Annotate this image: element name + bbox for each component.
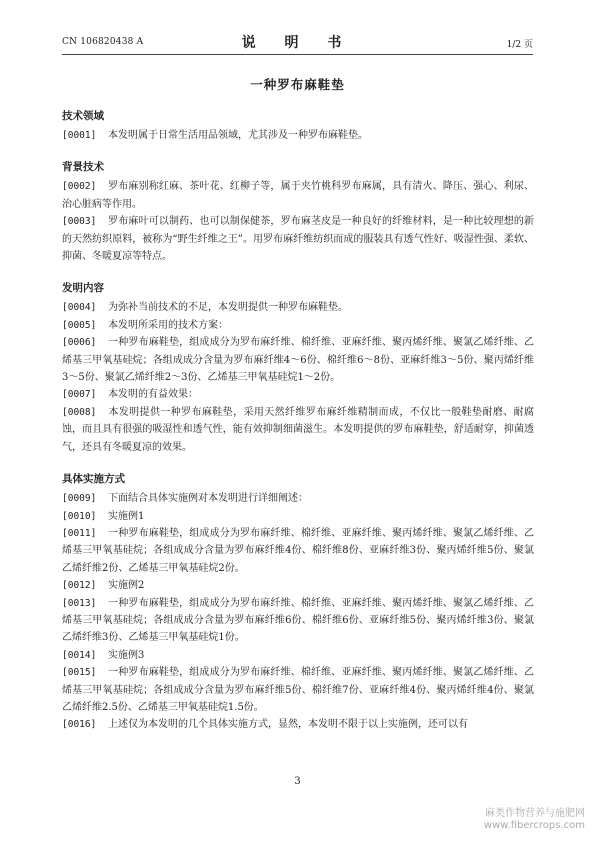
paragraph-number: [0015] [62, 667, 97, 679]
paragraph-text: 一种罗布麻鞋垫，组成成分为罗布麻纤维、棉纤维、亚麻纤维、聚丙烯纤维、聚氯乙烯纤维、乙烯基三甲氧基硅烷；各组成成分含量为罗布麻纤维6份、棉纤维6份、亚麻纤维5份、聚丙烯纤维3份、聚氯乙烯纤维3份、乙烯基三甲氧基硅烷1份。 [62, 597, 534, 644]
paragraph [62, 404, 534, 456]
paragraph [62, 299, 534, 316]
paragraph-number: [0009] [62, 493, 97, 505]
page-title: 一种罗布麻鞋垫 [250, 77, 345, 92]
patent-number: CN 106820438 A [62, 37, 144, 47]
paragraph-number: [0010] [62, 510, 97, 522]
watermark [484, 808, 585, 832]
paragraph [62, 178, 534, 213]
paragraph [62, 213, 534, 265]
paragraph-text: 实施例2 [108, 580, 145, 592]
paragraph-number: [0012] [62, 580, 97, 592]
section-summary [62, 280, 534, 456]
paragraph-number: [0001] [62, 130, 97, 141]
watermark-url: www.fibercrops.com [483, 820, 585, 831]
section-background [62, 159, 534, 265]
paragraph-text: 一种罗布麻鞋垫，组成成分为罗布麻纤维、棉纤维、亚麻纤维、聚丙烯纤维、聚氯乙烯纤维、乙烯基三甲氧基硅烷；各组成成分含量为罗布麻纤维4份、棉纤维8份、亚麻纤维3份、聚丙烯纤维5份、聚氯乙烯纤维2份、乙烯基三甲氧基硅烷2份。 [62, 527, 534, 574]
paragraph [62, 595, 534, 647]
watermark-title: 麻类作物营养与施肥网 [485, 808, 585, 819]
paragraph-number: [0016] [62, 719, 97, 731]
paragraph-number: [0004] [62, 302, 97, 314]
section-embodiments [62, 471, 534, 734]
header-divider [62, 54, 533, 55]
paragraph [62, 334, 534, 386]
section-heading: 技术领域 [62, 110, 104, 122]
paragraph-text: 罗布麻别称红麻、茶叶花、红柳子等，属于夹竹桃科罗布麻属，具有清火、降压、强心、利尿、治心脏病等作用。 [62, 181, 534, 210]
section-heading: 背景技术 [62, 161, 104, 174]
paragraph-number: [0003] [62, 216, 97, 228]
document-body [62, 108, 534, 734]
paragraph-text: 为弥补当前技术的不足，本发明提供一种罗布麻鞋垫。 [108, 302, 348, 314]
paragraph-number: [0005] [62, 319, 97, 331]
paragraph-number: [0014] [62, 649, 97, 661]
paragraph-number: [0002] [62, 181, 97, 193]
paragraph-number: [0013] [62, 597, 97, 609]
paragraph-text: 罗布麻叶可以制药、也可以制保健茶，罗布麻茎皮是一种良好的纤维材料，是一种比较理想的新的天然纺织原料，被称为“野生纤维之王”。用罗布麻纤维纺织而成的服装具有透气性好、吸湿性强、柔软、抑菌、冬暖夏凉等特点。 [62, 216, 534, 263]
section-technical-field [62, 108, 534, 144]
paragraph [62, 317, 534, 334]
paragraph [62, 716, 534, 733]
paragraph-text: 本发明提供一种罗布麻鞋垫，采用天然纤维罗布麻纤维精制而成，不仅比一般鞋垫耐磨、耐腐蚀，而且具有很强的吸湿性和透气性，能有效抑制细菌滋生。本发明提供的罗布麻鞋垫，舒适耐穿，抑菌透气，还具有冬暖夏凉的效果。 [62, 406, 534, 453]
paragraph-number: [0008] [62, 406, 97, 418]
paragraph-text: 本发明属于日常生活用品领域，尤其涉及一种罗布麻鞋垫。 [108, 130, 368, 141]
paragraph-text: 实施例1 [108, 510, 145, 522]
paragraph-number: [0011] [62, 527, 97, 539]
paragraph-text: 上述仅为本发明的几个具体实施方式，显然，本发明不限于以上实施例，还可以有 [108, 719, 468, 731]
section-heading: 具体实施方式 [62, 473, 125, 486]
page-number: 3 [294, 776, 301, 787]
paragraph-text: 一种罗布麻鞋垫，组成成分为罗布麻纤维、棉纤维、亚麻纤维、聚丙烯纤维、聚氯乙烯纤维、乙烯基三甲氧基硅烷；各组成成分含量为罗布麻纤维5份、棉纤维7份、亚麻纤维4份、聚丙烯纤维4份、聚氯乙烯纤维2.5份、乙烯基三甲氧基硅烷1.5份。 [62, 667, 534, 713]
paragraph [62, 127, 534, 144]
document-type: 说 明 书 [241, 35, 354, 51]
paragraph-text: 一种罗布麻鞋垫，组成成分为罗布麻纤维、棉纤维、亚麻纤维、聚丙烯纤维、聚氯乙烯纤维、乙烯基三甲氧基硅烷；各组成成分含量为罗布麻纤维4～6份、棉纤维6～8份、亚麻纤维3～5份、聚丙烯纤维3～5份、聚氯乙烯纤维2～3份、乙烯基三甲氧基硅烷1～2份。 [62, 337, 534, 384]
paragraph-number: [0007] [62, 389, 97, 401]
section-heading: 发明内容 [62, 282, 104, 295]
paragraph-number: [0006] [62, 337, 97, 349]
paragraph [62, 647, 534, 664]
paragraph-text: 本发明的有益效果： [108, 389, 198, 401]
paragraph-text: 下面结合具体实施例对本发明进行详细阐述： [108, 493, 308, 505]
paragraph [62, 525, 534, 577]
paragraph-text: 本发明所采用的技术方案： [108, 319, 228, 331]
paragraph [62, 577, 534, 594]
paragraph [62, 386, 534, 403]
paragraph [62, 664, 534, 716]
paragraph [62, 490, 534, 507]
page-info: 1/2 页 [506, 40, 533, 50]
paragraph-text: 实施例3 [108, 649, 145, 661]
paragraph [62, 508, 534, 525]
